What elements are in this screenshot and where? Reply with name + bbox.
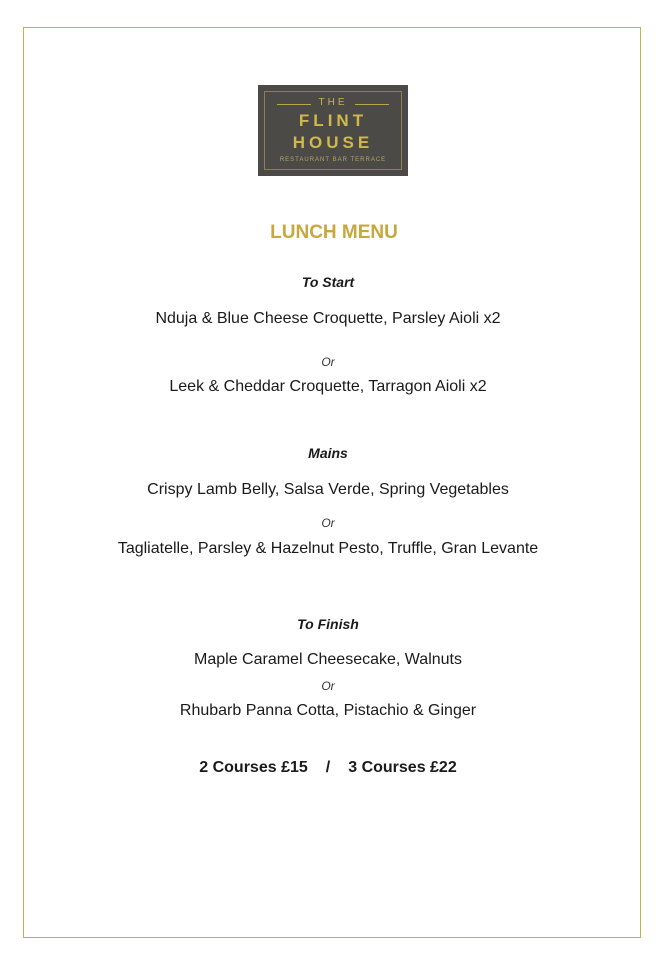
dessert-dish-2: Rhubarb Panna Cotta, Pistachio & Ginger xyxy=(179,702,477,719)
dessert-dish-1: Maple Caramel Cheesecake, Walnuts xyxy=(194,651,462,668)
logo-tagline: RESTAURANT BAR TERRACE xyxy=(279,157,387,163)
main-dish-2: Tagliatelle, Parsley & Hazelnut Pesto, Truffle, Gran Levante xyxy=(117,540,539,557)
starter-dish-1: Nduja & Blue Cheese Croquette, Parsley Aioli x2 xyxy=(155,310,501,327)
logo-inner-border xyxy=(264,91,402,170)
main-dish-1: Crispy Lamb Belly, Salsa Verde, Spring Vegetables xyxy=(147,481,509,498)
price-three-courses: 3 Courses £22 xyxy=(348,759,457,776)
menu-title: LUNCH MENU xyxy=(270,222,398,243)
section-heading-to-start: To Start xyxy=(301,274,355,290)
main-or-separator: Or xyxy=(321,516,335,530)
price-divider: / xyxy=(325,759,331,776)
pricing-line xyxy=(0,759,656,777)
price-two-courses: 2 Courses £15 xyxy=(199,759,308,776)
logo-flint-text: FLINT xyxy=(298,111,368,130)
section-heading-mains: Mains xyxy=(308,445,348,461)
logo-the-text: THE xyxy=(318,97,348,108)
starter-or-separator: Or xyxy=(321,355,335,369)
section-heading-to-finish: To Finish xyxy=(297,616,359,632)
dessert-or-separator: Or xyxy=(321,679,335,693)
flint-house-logo xyxy=(258,85,408,176)
starter-dish-2: Leek & Cheddar Croquette, Tarragon Aioli x2 xyxy=(169,378,487,395)
logo-house-text: HOUSE xyxy=(292,133,374,152)
